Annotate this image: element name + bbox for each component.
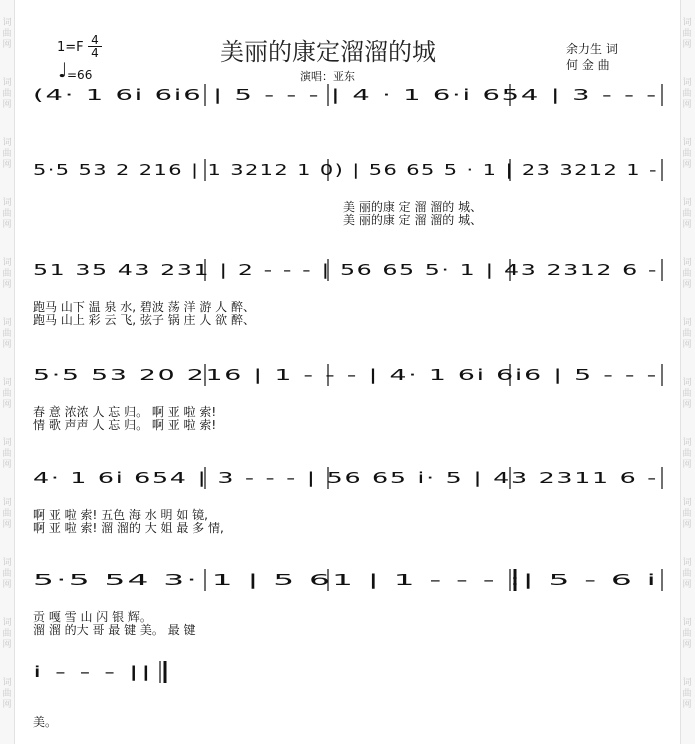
lyricist-credit: 余力生 词 <box>566 42 618 56</box>
time-signature-top: 4 <box>88 34 102 47</box>
watermark-text: 词 曲 网 <box>682 318 692 350</box>
lyrics-verse-2: 跑马 山上 彩 云 飞, 弦子 锅 庄 人 欲 醉、 <box>33 313 255 327</box>
watermark-text: 词 曲 网 <box>682 138 692 170</box>
key-signature: 1=F <box>57 40 84 55</box>
watermark-text: 词 曲 网 <box>2 558 12 590</box>
watermark-text: 词 曲 网 <box>682 378 692 410</box>
watermark-text: 词 曲 网 <box>682 678 692 710</box>
watermark-text: 词 曲 网 <box>682 258 692 290</box>
watermark-text: 词 曲 网 <box>2 438 12 470</box>
notes-line: 5·5 53 2 216 | 1 3212 1 0) | 56 65 5 · 1 | 23 3212 1 - <box>33 161 658 179</box>
watermark-text: 词 曲 网 <box>682 618 692 650</box>
watermark-text: 词 曲 网 <box>2 498 12 530</box>
composer-credit: 何 金 曲 <box>566 58 610 72</box>
watermark-text: 词 曲 网 <box>2 18 12 50</box>
notes-line: (4· 1 6i 6i6 | 5 - - - | 4 · 1 6·i 654 | 3 - - - <box>33 86 658 104</box>
watermark-text: 词 曲 网 <box>682 198 692 230</box>
lyrics-verse-2: 啊 亚 啦 索! 溜 溜的 大 姐 最 多 情, <box>33 521 224 535</box>
notes-line: 51 35 43 231 | 2 - - - | 56 65 5· 1 | 43 2312 6 - <box>33 261 658 279</box>
lyrics-verse-1: 跑马 山下 温 泉 水, 碧波 荡 洋 游 人 醉、 <box>33 300 255 314</box>
watermark-text: 词 曲 网 <box>2 618 12 650</box>
time-signature-bottom: 4 <box>91 46 99 60</box>
lyrics-verse-1: 啊 亚 啦 索! 五色 海 水 明 如 镜, <box>33 508 208 522</box>
lyrics-verse-2: 溜 溜 的大 哥 最 键 美。 最 键 <box>33 623 196 637</box>
watermark-text: 词 曲 网 <box>2 318 12 350</box>
quarter-note-icon: ♩ <box>58 58 68 82</box>
lyrics-verse-2: 情 歌 声声 人 忘 归。 啊 亚 啦 索! <box>33 418 217 432</box>
watermark-text: 词 曲 网 <box>682 438 692 470</box>
watermark-text: 词 曲 网 <box>682 78 692 110</box>
notes-line: 5·5 54 3· 1 | 5 61 | 1 - - - :| 5 - 6 i <box>33 571 658 589</box>
watermark-text: 词 曲 网 <box>2 78 12 110</box>
lyrics-verse-1: 美 丽的康 定 溜 溜的 城、 <box>343 200 483 214</box>
watermark-text: 词 曲 网 <box>2 678 12 710</box>
watermark-text: 词 曲 网 <box>2 258 12 290</box>
tempo-marking: =66 <box>67 68 93 82</box>
notes-line: 5·5 53 20 216 | 1 - - - | 4· 1 6i 6i6 | 5 - - - <box>33 366 658 384</box>
watermark-text: 词 曲 网 <box>2 138 12 170</box>
singer-credit: 演唱：亚东 <box>300 70 355 83</box>
watermark-text: 词 曲 网 <box>682 498 692 530</box>
watermark-text: 词 曲 网 <box>2 198 12 230</box>
notes-line: 4· 1 6i 654 | 3 - - - | 56 65 i· 5 | 43 2311 6 - <box>33 469 658 487</box>
lyrics-verse-2: 美。 <box>33 715 58 729</box>
lyrics-verse-2: 美 丽的康 定 溜 溜的 城、 <box>343 213 483 227</box>
lyrics-verse-1: 贡 嘎 雪 山 闪 银 辉。 <box>33 610 152 624</box>
watermark-text: 词 曲 网 <box>2 378 12 410</box>
notes-line: i - - - || <box>33 663 153 681</box>
lyrics-verse-1: 春 意 浓浓 人 忘 归。 啊 亚 啦 索! <box>33 405 217 419</box>
watermark-text: 词 曲 网 <box>682 558 692 590</box>
watermark-text: 词 曲 网 <box>682 18 692 50</box>
song-title: 美丽的康定溜溜的城 <box>220 38 436 66</box>
